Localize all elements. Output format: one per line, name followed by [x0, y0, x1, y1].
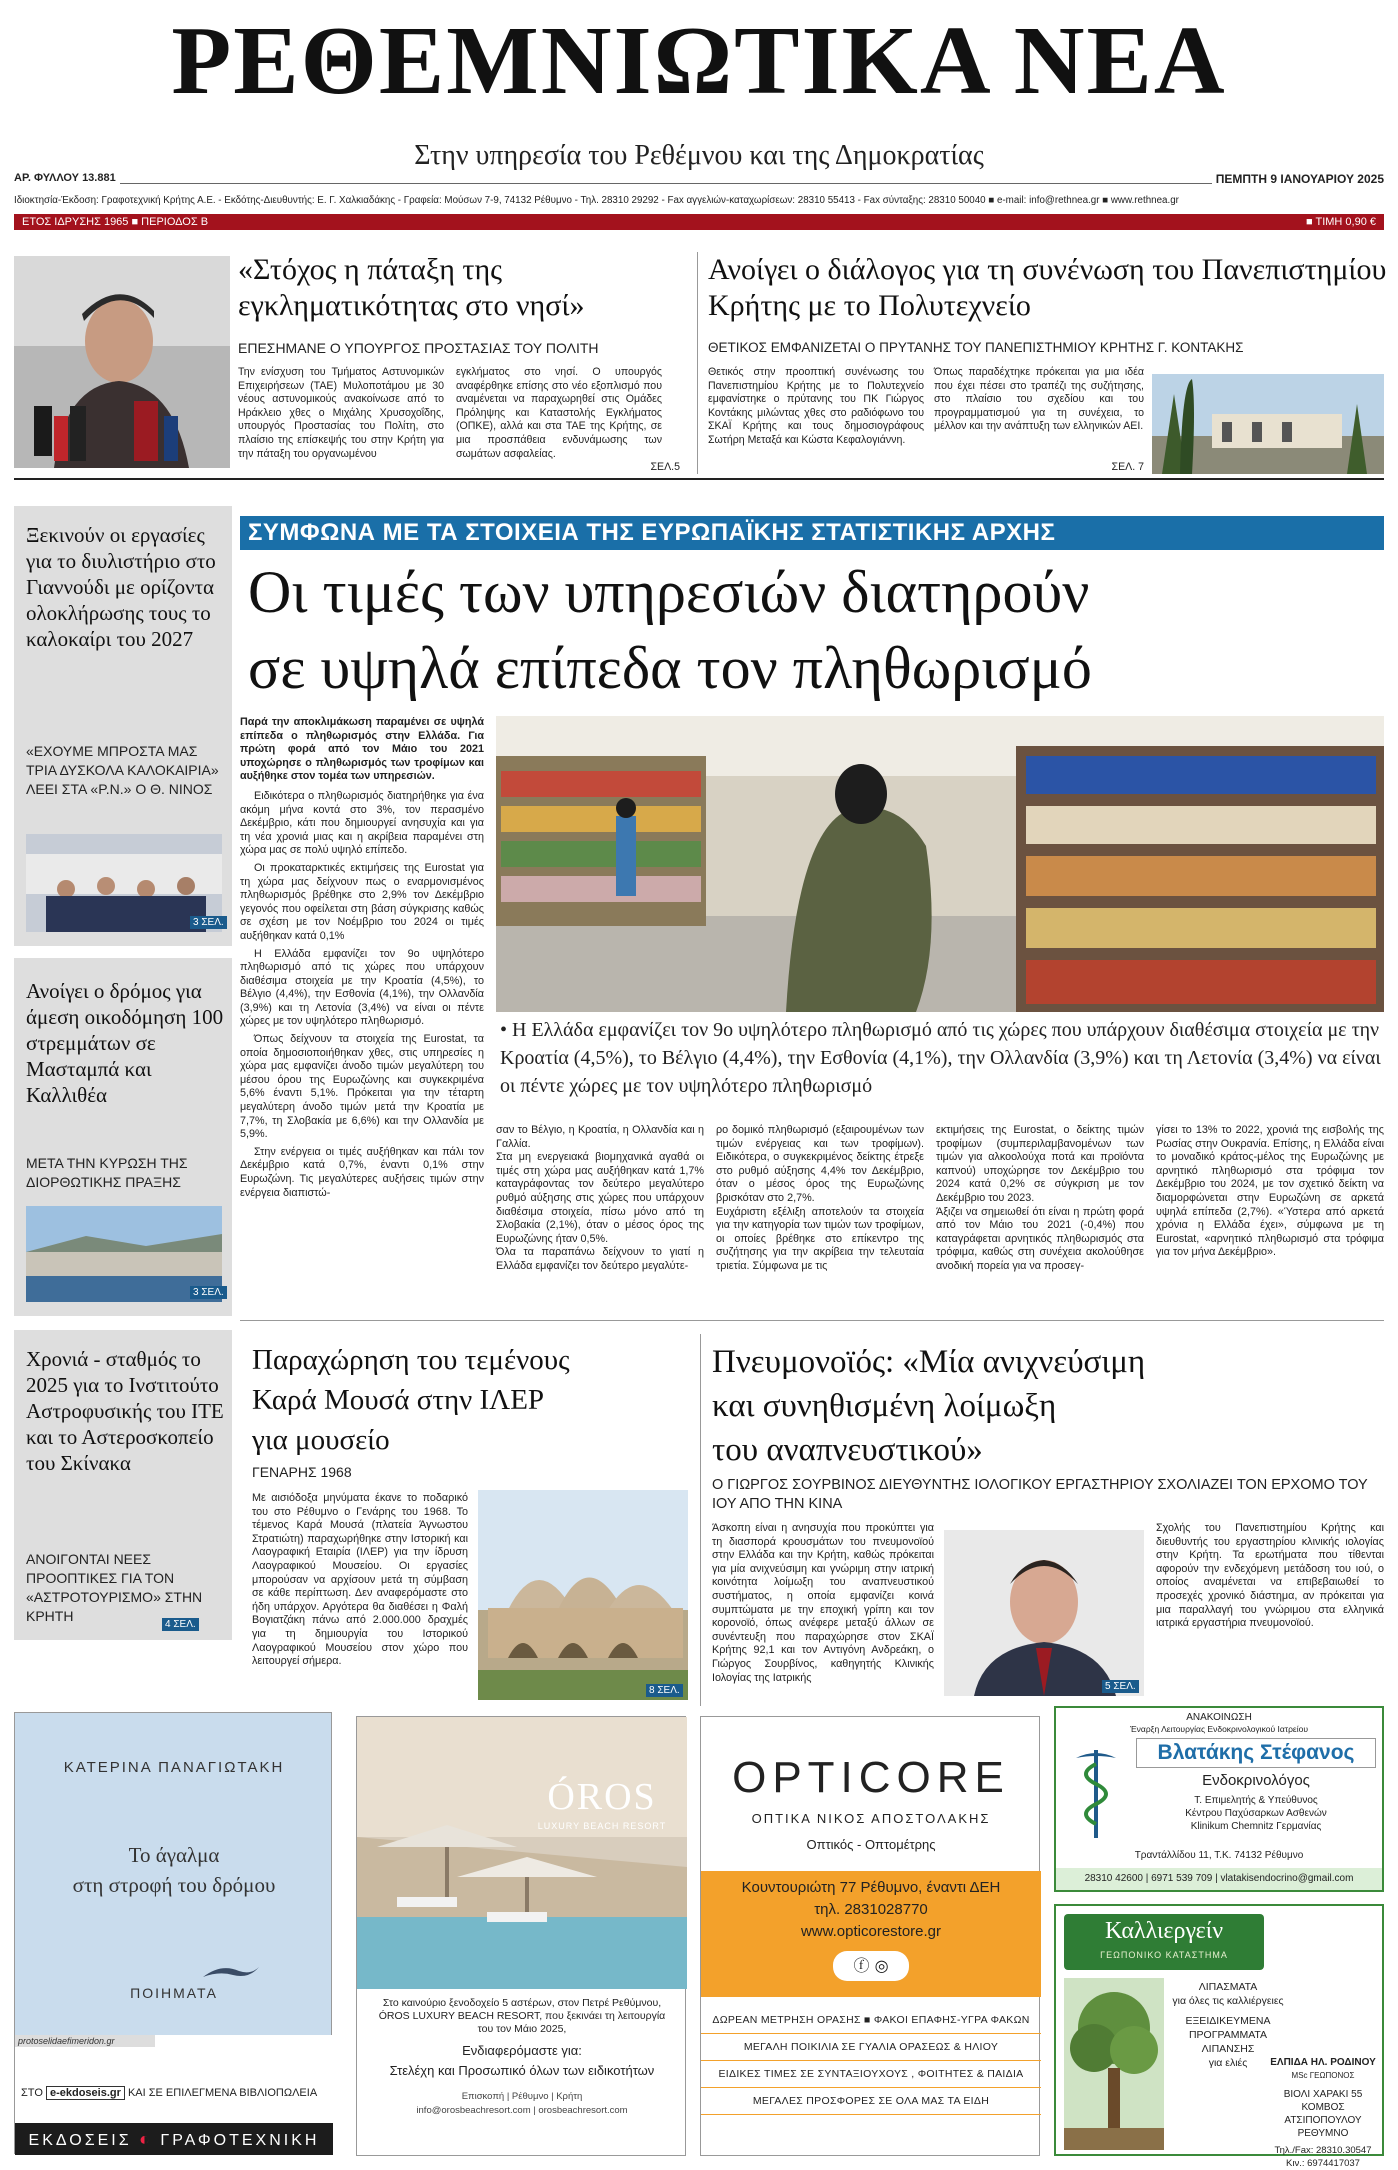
- university-photo: [1152, 374, 1384, 474]
- farm-ad[interactable]: [1054, 1904, 1384, 2169]
- story1-page-ref: ΣΕΛ.5: [650, 461, 680, 473]
- doctor-name: Βλατάκης Στέφανος: [1136, 1738, 1376, 1768]
- opticore-role: Οπτικός - Οπτομέτρης: [806, 1837, 936, 1852]
- story4-headline-line2: και συνηθισμένη λοίμωξη: [712, 1388, 1057, 1424]
- farm-owner-title: MSc ΓΕΩΠΟΝΟΣ: [1291, 2071, 1355, 2080]
- story4-page-ref: 5 ΣΕΛ.: [1102, 1680, 1139, 1693]
- farm-sub: ΓΕΩΠΟΝΙΚΟ ΚΑΤΑΣΤΗΜΑ: [1100, 1950, 1228, 1960]
- story3-headline-line3: για μουσείο: [252, 1424, 390, 1456]
- lead-col5: γίσει το 13% το 2022, χρονιά της εισβολής της Ρωσίας στην Ουκρανία. Επίσης, η Ελλάδα είναι το μοναδικό κράτος-μέλος της Ευρωζώνης με αρνητικό πληθωρισμό στα τρόφιμα τον Δεκέμβριο του 2024, με τον σχετικό δείκτη να διαμορφώνεται στην Ευρωζώνη σε αρκετά υψηλά επίπεδα (2,7%). «Ύστερα από αρκετά χρόνια η Ελλάδα έχει», σύμφωνα με τη Eurostat, «αρνητικό πληθωρισμό στα τρόφιμα για τον μήνα Δεκέμβριο».: [1156, 1124, 1384, 1259]
- side3-kicker: ΑΝΟΙΓΟΝΤΑΙ ΝΕΕΣ ΠΡΟΟΠΤΙΚΕΣ ΓΙΑ ΤΟΝ «ΑΣΤΡΟΤΟΥΡΙΣΜΟ» ΣΤΗΝ ΚΡΗΤΗ: [26, 1551, 203, 1624]
- issue-number: ΑΡ. ΦΥΛΛΟΥ 13.881: [14, 172, 120, 184]
- farm-service-line: ΠΡΟΓΡΑΜΜΑΤΑ ΛΙΠΑΝΣΗΣ: [1188, 2029, 1268, 2055]
- lead-headline-line1[interactable]: Οι τιμές των υπηρεσιών διατηρούν: [248, 559, 1090, 625]
- story4-col1: Άσκοπη είναι η ανησυχία που προκύπτει για τη διασπορά κρουσμάτων του πνευμονοϊού στην Ελλάδα και την Κρήτη, καθώς πρόκειται για μία ανιχνεύσιμη και γνώριμη στην ιατρική κοινότητα λοίμωξη του αναπνευστικού συστήματος, η οποία εμφανίζει κοινά συμπτώματα με την εποχική γρίπη και τον κορονοϊό, όπως ανέφερε μεταξύ άλλων σε συνέντευξη που παραχώρησε στον ΣΚΑΪ Κρήτης 92,1 και τον Αντιγόνη Ανδρεάκη, ο Γιώργος Σουρβίνος, καθηγητής Κλινικής Ιολογίας της Ιατρικής: [712, 1522, 934, 1684]
- doctor-ad-announce: ΑΝΑΚΟΙΝΩΣΗ: [1186, 1712, 1252, 1723]
- opticore-item: ΕΙΔΙΚΕΣ ΤΙΜΕΣ ΣΕ ΣΥΝΤΑΞΙΟΥΧΟΥΣ , ΦΟΙΤΗΤΕΣ & ΠΑΙΔΙΑ: [701, 2061, 1041, 2088]
- oros-logo: ÓROS: [547, 1776, 657, 1818]
- farm-service-line: για ελιές: [1208, 2057, 1248, 2069]
- side2-page-ref: 3 ΣΕΛ.: [190, 1286, 227, 1299]
- oros-email[interactable]: info@orosbeachresort.com | orosbeachresort.com: [416, 2105, 628, 2116]
- supermarket-photo: [496, 716, 1384, 1012]
- story4-headline-line1: Πνευμονοϊός: «Μία ανιχνεύσιμη: [712, 1344, 1146, 1380]
- issue-date: ΠΕΜΠΤΗ 9 ΙΑΝΟΥΑΡΙΟΥ 2025: [1212, 172, 1384, 186]
- side3-page-ref: 4 ΣΕΛ.: [162, 1618, 199, 1631]
- oros-ad[interactable]: [356, 1716, 686, 2156]
- doctor-cred-line: Τ. Επιμελητής & Υπεύθυνος: [1194, 1795, 1318, 1806]
- publisher-brand: ΓΡΑΦΟΤΕΧΝΙΚΗ: [160, 2132, 320, 2149]
- publisher-logo-icon: [201, 1961, 261, 1981]
- story4-headline-line3: του αναπνευστικού»: [712, 1432, 983, 1468]
- divider: [14, 183, 1384, 184]
- story3-headline-line2: Καρά Μουσά στην ΙΛΕΡ: [252, 1384, 545, 1416]
- opticore-item: ΜΕΓΑΛΕΣ ΠΡΟΣΦΟΡΕΣ ΣΕ ΟΛΑ ΜΑΣ ΤΑ ΕΙΔΗ: [701, 2088, 1041, 2115]
- opticore-address: Κουντουριώτη 77 Ρέθυμνο, έναντι ΔΕΗ: [741, 1879, 1001, 1896]
- story2-col1: Θετικός στην προοπτική συνένωσης του Πανεπιστημίου Κρήτης με το Πολυτεχνείο εμφανίστηκε ο πρύτανης του ΠΚ Γιώργος Κοντάκης μιλώντας χθες στο ραδιόφωνο του ΣΚΑΪ Κρήτης και τους δημοσιογράφους Σωτήρη Μεταξά και Κώστα Κεφαλογιάννη.: [708, 366, 924, 446]
- eshop-text: ΚΑΙ ΣΕ ΕΠΙΛΕΓΜΕΝΑ ΒΙΒΛΙΟΠΩΛΕΙΑ: [127, 2087, 318, 2099]
- book-eshop-line: [21, 2087, 327, 2099]
- doctor-phones[interactable]: 28310 42600 | 6971 539 709: [1084, 1873, 1213, 1884]
- doctor-ad[interactable]: [1054, 1706, 1384, 1892]
- facebook-icon[interactable]: ⓕ: [853, 1956, 870, 1975]
- story1-kicker: ΕΠΕΣΗΜΑΝΕ Ο ΥΠΟΥΡΓΟΣ ΠΡΟΣΤΑΣΙΑΣ ΤΟΥ ΠΟΛΙΤΗ: [238, 340, 599, 356]
- story3-kicker: ΓΕΝΑΡΗΣ 1968: [252, 1464, 352, 1480]
- doctor-ad-top2: Έναρξη Λειτουργίας Ενδοκρινολογικού Ιατρείου: [1130, 1724, 1308, 1734]
- oros-roles: Στελέχη και Προσωπικό όλων των ειδικοτήτων: [389, 2063, 655, 2078]
- opticore-list: [701, 2007, 1041, 2115]
- lead-banner: ΣΥΜΦΩΝΑ ΜΕ ΤΑ ΣΤΟΙΧΕΙΑ ΤΗΣ ΕΥΡΩΠΑΪΚΗΣ ΣΤΑΤΙΣΤΙΚΗΣ ΑΡΧΗΣ: [240, 516, 1384, 550]
- side1-kicker: «ΕΧΟΥΜΕ ΜΠΡΟΣΤΑ ΜΑΣ ΤΡΙΑ ΔΥΣΚΟΛΑ ΚΑΛΟΚΑΙΡΙΑ» ΛΕΕΙ ΣΤΑ «Ρ.Ν.» Ο Θ. ΝΙΝΟΣ: [26, 743, 219, 797]
- farm-mobile[interactable]: Κιν.: 6974417037: [1286, 2158, 1360, 2169]
- book-ad-footer: [15, 2035, 333, 2155]
- instagram-icon[interactable]: ◎: [874, 1956, 889, 1975]
- imprint-line: Ιδιοκτησία-Έκδοση: Γραφοτεχνική Κρήτης Α.Ε. - Εκδότης-Διευθυντής: Ε. Γ. Χαλκιαδάκης - Γραφεία: Μούσων 7-9, 74132 Ρέθυμνο - Τηλ. 28310 29292 - Fax αγγελιών-καταχωρίσεων: 28310 55413 - Fax σύνταξης: 28310 50040 ■ e-mail: info@rethnea.gr ■ www.rethnea.gr: [14, 195, 1179, 206]
- story3-headline-line1: Παραχώρηση του τεμένους: [252, 1344, 570, 1376]
- book-title-line2: στη στροφή του δρόμου: [72, 1873, 276, 1897]
- eshop-pre: ΣΤΟ: [21, 2087, 43, 2099]
- story3-headline[interactable]: [252, 1340, 672, 1460]
- book-title-line1: Το άγαλμα: [128, 1843, 220, 1867]
- watermark: protoselidaefimeridon.gr: [15, 2035, 155, 2047]
- founded-text: ΕΤΟΣ ΙΔΡΥΣΗΣ 1965 ■ ΠΕΡΙΟΔΟΣ Β: [22, 216, 209, 228]
- oros-tagline: LUXURY BEACH RESORT: [537, 1821, 667, 1831]
- oros-location: Επισκοπή | Ρέθυμνο | Κρήτη: [461, 2091, 583, 2102]
- opticore-web[interactable]: www.opticorestore.gr: [800, 1923, 942, 1940]
- doctor-email[interactable]: vlatakisendocrino@gmail.com: [1220, 1873, 1354, 1884]
- farm-service-line: ΕΞΕΙΔΙΚΕΥΜΕΝΑ: [1185, 2015, 1271, 2027]
- story3-body: Με αισιόδοξα μηνύματα έκανε το ποδαρικό του στο Ρέθυμνο ο Γενάρης του 1968. Το τέμενος Καρά Μουσά (πλατεία Άγνωστου Στρατιώτη) παραχωρήθηκε στην Ιστορική και Λαογραφική Εταιρία (ΙΛΕΡ) για την ίδρυση Λαογραφικού Μουσείου. Οι εργασίες μπορούσαν να αρχίσουν μετά τη σύμβαση σε κάθε περίπτωση. Δεν αναφερόμαστε στο ήδη υπάρχον. Αργότερα θα διαθέσει η Φαλή Βογιατζάκη πάνω από 2.000.000 δραχμές για τη δημιουργία του Ιστορικού Λαογραφικού Μουσείου στον χώρο που λειτουργεί σήμερα.: [252, 1492, 468, 1668]
- side1-page-ref: 3 ΣΕΛ.: [190, 916, 227, 929]
- opticore-contact-box: [701, 1871, 1041, 1997]
- price: ■ ΤΙΜΗ 0,90 €: [1305, 216, 1376, 228]
- farm-service-line: ΛΙΠΑΣΜΑΤΑ: [1198, 1981, 1258, 1993]
- opticore-item: ΜΕΓΑΛΗ ΠΟΙΚΙΛΙΑ ΣΕ ΓΥΑΛΙΑ ΟΡΑΣΕΩΣ & ΗΛΙΟΥ: [701, 2034, 1041, 2061]
- side1-headline[interactable]: Ξεκινούν οι εργασίες για το διυλιστήριο στο Γιαννούδι με ορίζοντα ολοκλήρωσης τους το καλοκαίρι του 2027: [26, 523, 216, 651]
- opticore-sub: ΟΠΤΙΚΑ ΝΙΚΟΣ ΑΠΟΣΤΟΛΑΚΗΣ: [751, 1811, 991, 1826]
- publisher-mark-icon: ◐: [139, 2129, 153, 2149]
- opticore-item: ΔΩΡΕΑΝ ΜΕΤΡΗΣΗ ΟΡΑΣΗΣ ■ ΦΑΚΟΙ ΕΠΑΦΗΣ-ΥΓΡΑ ΦΑΚΩΝ: [701, 2007, 1041, 2034]
- founded-bar: [14, 214, 1384, 230]
- divider: [700, 1334, 701, 1706]
- caduceus-icon: [1066, 1744, 1126, 1844]
- minister-photo: [14, 256, 230, 468]
- mosque-photo: [478, 1490, 688, 1700]
- side2-kicker: ΜΕΤΑ ΤΗΝ ΚΥΡΩΣΗ ΤΗΣ ΔΙΟΡΘΩΤΙΚΗΣ ΠΡΑΞΗΣ: [26, 1155, 188, 1190]
- lead-col3: ρο δομικό πληθωρισμό (εξαιρουμένων των τιμών ενέργειας και των τροφίμων). Ειδικότερα, ο συγκεκριμένος δείκτης έτρεξε στο ρυθμό αύξησης 4,4% τον Δεκέμβριο, όταν ο μέσος όρος της Ευρωζώνης βρισκόταν στο 2,7%. Ευχάριστη εξέλιξη αποτελούν τα στοιχεία για την κατηγορία των τιμών των τροφίμων, οι οποίες βρέθηκε στο επίκεντρο της συζήτησης για την ακρίβεια την τελευταία τριετία. Σύμφωνα με τις: [716, 1124, 924, 1272]
- story4-col2: Σχολής του Πανεπιστημίου Κρήτης και διευθυντής του εργαστηρίου κλινικής ιολογίας στην Κρήτη. Τα ερωτήματα που τίθενται αφορούν την ενδεχόμενη μετάδοση του ιού, ο οποίος αναμένεται να επιβεβαιωθεί το προσεχές χρονικό διάστημα, αν πρόκειται για μια παραλλαγή του γνώριμου στα ελληνικά ιατρικά εργαστήρια πνευμονοϊού.: [1156, 1522, 1384, 1630]
- opticore-logo: OPTICORE: [732, 1753, 1010, 1802]
- farm-owner-block: [1266, 2056, 1380, 2170]
- book-genre: ΠΟΙΗΜΑΤΑ: [130, 1985, 218, 2001]
- divider: [240, 1320, 1384, 1321]
- doctor-specialty: Ενδοκρινολόγος: [1202, 1772, 1310, 1789]
- farm-logo-box: [1064, 1914, 1264, 1970]
- opticore-phone[interactable]: τηλ. 2831028770: [814, 1901, 928, 1918]
- lead-body3: Η Ελλάδα εμφανίζει τον 9ο υψηλότερο πληθωρισμό από τις χώρες που υπάρχουν διαθέσιμα στοιχεία με την Κροατία (4,5%), το Βέλγιο (4,4%), την Εσθονία (4,1%), την Ολλανδία (3,9%) και τη Λετονία (3,4%) να είναι οι πέντε χώρες με τον υψηλότερο πληθωρισμό.: [240, 947, 484, 1028]
- sidebar-box-3: [14, 1330, 232, 1640]
- lead-body1: Ειδικότερα ο πληθωρισμός διατηρήθηκε για ένα ακόμη μήνα κοντά στο 3%, τον περασμένο Δεκέμβριο, κάτι που δημιουργεί ανησυχία και για τη νέα χρονιά μιας και η ακρίβεια παραμένει στη χώρα μας σε πολύ υψηλό επίπεδο.: [240, 789, 484, 857]
- sidebar-box-1: [14, 506, 232, 946]
- farm-service-line: για όλες τις καλλιέργειες: [1172, 1995, 1284, 2007]
- doctor-cred-line: Κέντρου Παχύσαρκων Ασθενών: [1185, 1808, 1327, 1819]
- resort-photo: [357, 1717, 687, 1989]
- farm-phone[interactable]: Τηλ./Fax: 28310.30547: [1274, 2145, 1372, 2156]
- side2-headline[interactable]: Ανοίγει ο δρόμος για άμεση οικοδόμηση 100 στρεμμάτων σε Μασταμπά και Καλλιθέα: [26, 979, 224, 1107]
- newspaper-title: ΡΕΘΕΜΝΙΩΤΙΚΑ ΝΕΑ: [171, 7, 1227, 115]
- story2-headline[interactable]: Ανοίγει ο διάλογος για τη συνένωση του Πανεπιστημίου Κρήτης με το Πολυτεχνείο: [708, 253, 1387, 322]
- story2-page-ref: ΣΕΛ. 7: [1111, 461, 1144, 473]
- story1-col1: Την ενίσχυση του Τμήματος Αστυνομικών Επιχειρήσεων (ΤΑΕ) Μυλοποτάμου με 30 νέους αστυνομικούς ανακοίνωσε από το Ηράκλειο χθες ο Μιχάλης Χρυσοχοΐδης, υπουργός Προστασίας του Πολίτη, στο πλαίσιο της επίσκεψής του στην Κρήτη για την πάταξη του οργανωμένου: [238, 366, 444, 460]
- olive-tree-photo: [1064, 1978, 1164, 2150]
- divider: [697, 252, 698, 474]
- farm-brand: Καλλιεργείν: [1104, 1918, 1224, 1944]
- doctor-cred-line: Klinikum Chemnitz Γερμανίας: [1190, 1821, 1322, 1832]
- lead-body4: Όπως δείχνουν τα στοιχεία της Eurostat, τα οποία δημοσιοποιήθηκαν χθες, στις υπηρεσίες η χώρα μας εμφανίζει άνοδο τιμών μεγαλύτερη του μέσου όρου της Ευρωζώνης και συγκεκριμένα 5,6% έναντι 5,1%. Πρόκειται για την τέταρτη μεγαλύτερη άνοδο τιμών μετά την Κροατία με 7,7%, τη Σλοβακία με 6,6%) και την Ολλανδία με 5,9%.: [240, 1033, 484, 1141]
- lead-col2: σαν το Βέλγιο, η Κροατία, η Ολλανδία και η Γαλλία. Στα μη ενεργειακά βιομηχανικά αγαθά οι τιμές στη χώρα μας αυξήθηκαν κατά 1,7% καταγράφοντας τον δεύτερο μεγαλύτερο ρυθμό αύξησης στις χώρες που υπάρχουν διαθέσιμα στοιχεία, πίσω μόνο από τη Σλοβακία (2,1%), όταν ο μέσος όρος της Ευρωζώνης ήταν 0,5%. Όλα τα παραπάνω δείχνουν το γιατί η Ελλάδα εμφανίζει τον δεύτερο μεγαλύτε-: [496, 1124, 704, 1272]
- lead-col1: [240, 716, 484, 1308]
- lead-photo-caption: • Η Ελλάδα εμφανίζει τον 9ο υψηλότερο πληθωρισμό από τις χώρες που υπάρχουν διαθέσιμα στοιχεία με την Κροατία (4,5%), το Βέλγιο (4,4%), την Εσθονία (4,1%), την Ολλανδία (3,9%) και τη Λετονία (3,4%) να είναι οι πέντε χώρες με τον υψηλότερο πληθωρισμό: [500, 1019, 1381, 1097]
- story1-col2: εγκλήματος στο νησί. Ο υπουργός αναφέρθηκε επίσης στο νέο εξοπλισμό που αναμένεται να παραχωρηθεί στις Ομάδες Πρόληψης και Καταστολής Εγκλήματος (ΟΠΚΕ), αλλά και στα ΤΑΕ της Κρήτης, σε μια προσπάθεια ενδυνάμωσης των σωμάτων ασφαλείας.: [456, 366, 662, 460]
- story1-headline[interactable]: «Στόχος η πάταξη της εγκληματικότητας στο νησί»: [238, 253, 585, 322]
- story4-headline[interactable]: [712, 1340, 1384, 1472]
- social-icons: [833, 1951, 909, 1981]
- story2-kicker: ΘΕΤΙΚΟΣ ΕΜΦΑΝΙΖΕΤΑΙ Ο ΠΡΥΤΑΝΗΣ ΤΟΥ ΠΑΝΕΠΙΣΤΗΜΙΟΥ ΚΡΗΤΗΣ Γ. ΚΟΝΤΑΚΗΣ: [708, 340, 1244, 355]
- story4-kicker: Ο ΓΙΩΡΓΟΣ ΣΟΥΡΒΙΝΟΣ ΔΙΕΥΘΥΝΤΗΣ ΙΟΛΟΓΙΚΟΥ ΕΡΓΑΣΤΗΡΙΟΥ ΣΧΟΛΙΑΖΕΙ ΤΟΝ ΕΡΧΟΜΟ ΤΟΥ ΙΟΥ ΑΠΟ ΤΗΝ ΚΙΝΑ: [712, 1477, 1368, 1512]
- farm-owner: ΕΛΠΙΔΑ ΗΛ. ΡΟΔΙΝΟΥ: [1270, 2057, 1376, 2068]
- sourvinos-photo: [944, 1530, 1144, 1696]
- lead-body2: Οι προκαταρκτικές εκτιμήσεις της Eurostat για τη χώρα μας δείχνουν πως ο εναρμονισμένος πληθωρισμός βρέθηκε στο 2,9% τον Δεκέμβριο γεγονός που οφείλεται στη βάση σύγκρισης καθώς σε σχέση με τον Νοέμβριο του 2024 οι τιμές αυξήθηκαν κατά 0,1%: [240, 861, 484, 942]
- lead-intro: Παρά την αποκλιμάκωση παραμένει σε υψηλά επίπεδα ο πληθωρισμός στην Ελλάδα. Για πρώτη φορά από τον Μάιο του 2021 υποχώρησε ο πληθωρισμός των τροφίμων και αυξήθηκε στον τομέα των υπηρεσιών.: [240, 716, 484, 783]
- farm-address-line: ΚΟΜΒΟΣ ΑΤΣΙΠΟΠΟΥΛΟΥ: [1284, 2102, 1362, 2126]
- publisher-bar: [15, 2123, 333, 2155]
- story2-col2: Όπως παραδέχτηκε πρόκειται για μια ιδέα που έχει πέσει στο τραπέζι της συζήτησης, στο πλαίσιο του σχεδίου και του προγραμματισμού για τη συνέχεια, το μέλλον και την ανάπτυξη των ελληνικών ΑΕΙ.: [934, 366, 1144, 433]
- eshop-link[interactable]: e-ekdoseis.gr: [46, 2086, 125, 2100]
- sidebar-box-2: [14, 958, 232, 1316]
- oros-text: Στο καινούριο ξενοδοχείο 5 αστέρων, στον Πετρέ Ρεθύμνου, ÓROS LUXURY BEACH RESORT, που ξεκινάει τη λειτουργία του τον Μάιο 2025,: [378, 1997, 666, 2035]
- lead-col4: εκτιμήσεις της Eurostat, ο δείκτης τιμών τροφίμων (συμπεριλαμβανομένων των τιμών για αλκοολούχα ποτά και προϊόντα καπνού) υποχώρησε τον Δεκέμβριο του 2024 κατά 0,2% σε σύγκριση με τον Δεκέμβριο του 2023. Άξιζει να σημειωθεί ότι είναι η πρώτη φορά από τον Μάιο του 2021 (-0,4%) που καταγράφεται αρνητικός πληθωρισμός στα τρόφιμα, καθώς στη συνέχεια ακολούθησε ανοδική πορεία για να προσεγ-: [936, 1124, 1144, 1272]
- lead-headline-line2[interactable]: σε υψηλά επίπεδα τον πληθωρισμό: [248, 635, 1092, 701]
- divider: [14, 478, 1384, 480]
- newspaper-subtitle: Στην υπηρεσία του Ρεθέμνου και της Δημοκρατίας: [414, 140, 984, 171]
- publisher-name: ΕΚΔΟΣΕΙΣ: [28, 2132, 132, 2149]
- doctor-contact-bar: 28310 42600 | 6971 539 709 | vlatakisendocrino@gmail.com: [1056, 1868, 1382, 1890]
- masthead: [0, 0, 1398, 205]
- book-ad[interactable]: [14, 1712, 332, 2154]
- side3-headline[interactable]: Χρονιά - σταθμός το 2025 για το Ινστιτούτο Αστροφυσικής του ΙΤΕ και το Αστεροσκοπείο του Σκίνακα: [26, 1347, 224, 1475]
- farm-address-line: ΒΙΟΛΙ ΧΑΡΑΚΙ 55: [1283, 2089, 1363, 2100]
- doctor-credentials: [1136, 1794, 1376, 1833]
- book-author: ΚΑΤΕΡΙΝΑ ΠΑΝΑΓΙΩΤΑΚΗ: [63, 1759, 285, 1776]
- oros-hiring: Ενδιαφερόμαστε για:: [462, 2043, 582, 2058]
- lead-body5: Στην ενέργεια οι τιμές αυξήθηκαν και πάλι τον Δεκέμβριο κατά 0,7%, έναντι 0,1% στην Ευρωζώνη. Τις μεγαλύτερες αυξήσεις τιμών στην ενέργεια διαπιστώ-: [240, 1145, 484, 1199]
- opticore-ad[interactable]: [700, 1716, 1040, 2156]
- story3-page-ref: 8 ΣΕΛ.: [646, 1684, 683, 1697]
- doctor-address: Τραντάλλίδου 11, Τ.Κ. 74132 Ρέθυμνο: [1134, 1850, 1304, 1861]
- farm-address-line: ΡΕΘΥΜΝΟ: [1297, 2128, 1349, 2139]
